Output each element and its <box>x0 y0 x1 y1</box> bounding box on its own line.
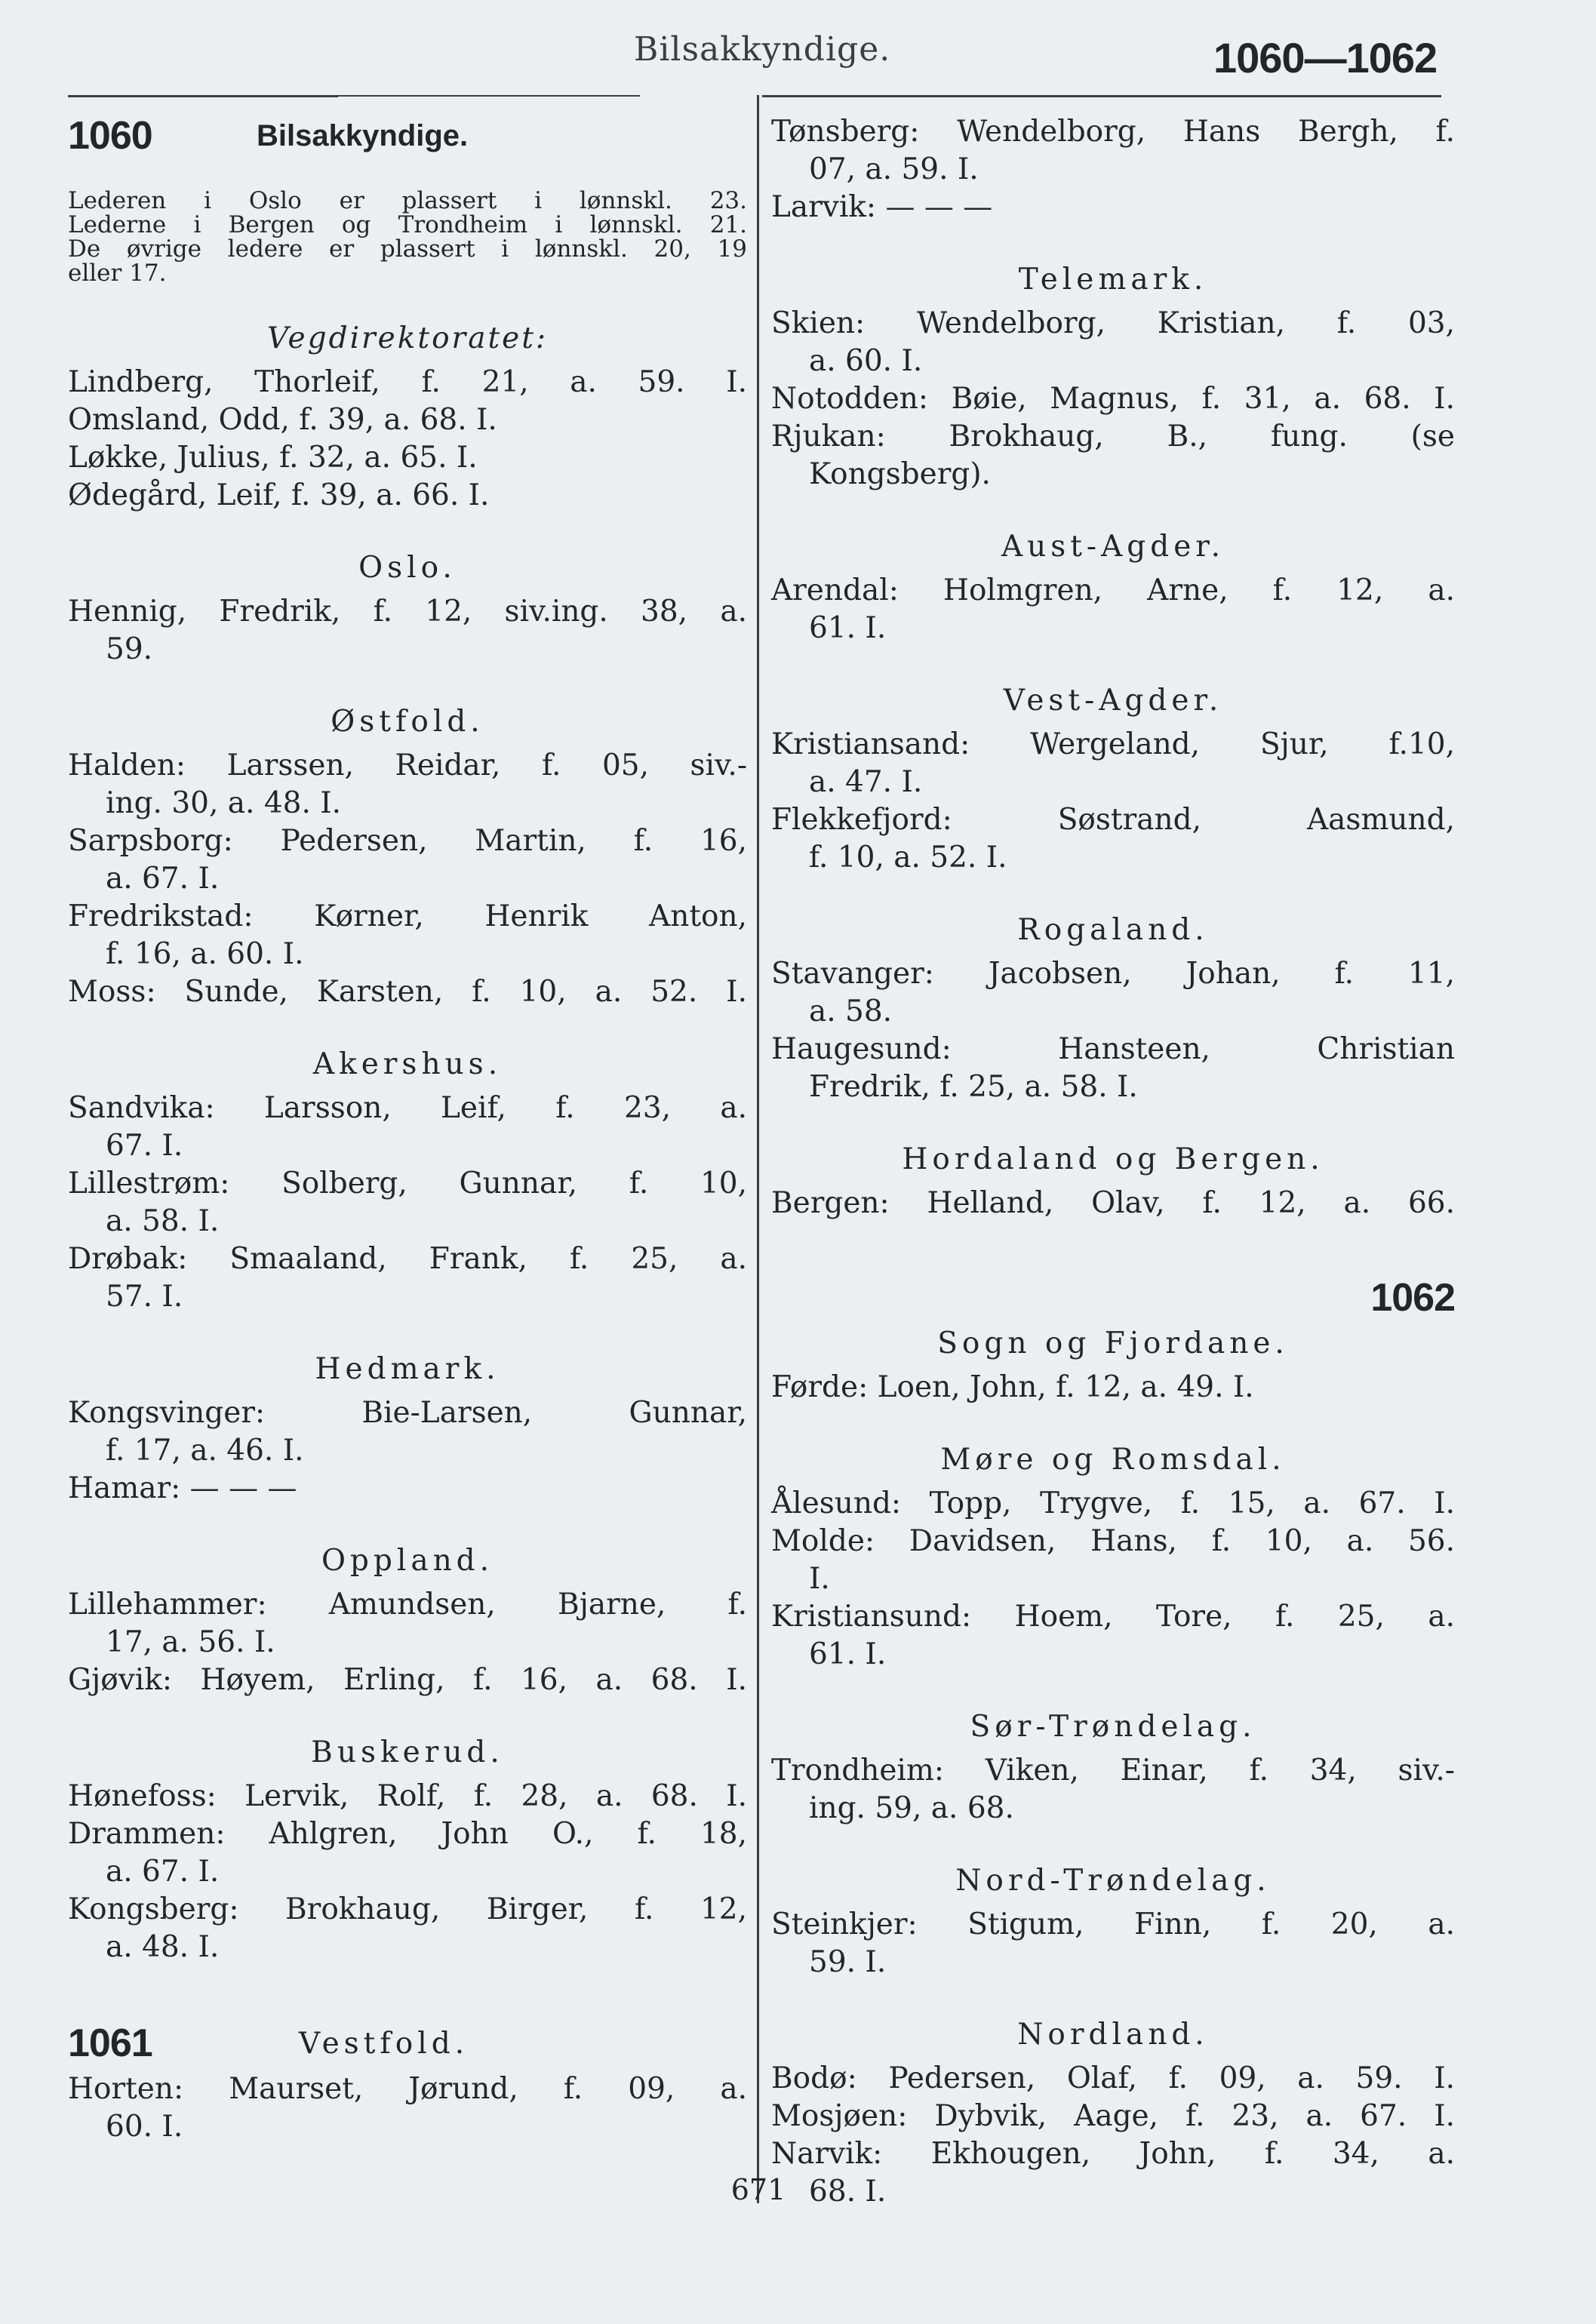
section-number-1061: 1061 <box>68 2021 152 2065</box>
heading-akershus: Akershus. <box>312 1047 503 1081</box>
entry-line: Sarpsborg: Pedersen, Martin, f. 16, <box>68 824 747 858</box>
section-1061-header <box>68 2021 747 2070</box>
heading-telemark: Telemark. <box>1018 263 1208 297</box>
entry-line: Tønsberg: Wendelborg, Hans Bergh, f. <box>771 115 1455 149</box>
entry-line: Kongsberg: Brokhaug, Birger, f. 12, <box>68 1892 747 1926</box>
entry-line: Mosjøen: Dybvik, Aage, f. 23, a. 67. I. <box>771 2099 1455 2133</box>
heading-more-og-romsdal: Møre og Romsdal. <box>940 1443 1286 1477</box>
heading-sogn-og-fjordane: Sogn og Fjordane. <box>937 1326 1289 1360</box>
entry-line: ing. 59, a. 68. <box>809 1791 1014 1825</box>
heading-aust-agder: Aust-Agder. <box>1001 530 1225 564</box>
entry-line: a. 58. <box>809 994 893 1028</box>
entry-line: Kristiansund: Hoem, Tore, f. 25, a. <box>771 1600 1455 1634</box>
entry-line: I. <box>809 1562 830 1596</box>
entry-line: Fredrikstad: Kørner, Henrik Anton, <box>68 899 747 933</box>
entry-line: Omsland, Odd, f. 39, a. 68. I. <box>68 403 497 437</box>
entry-line: Hønefoss: Lervik, Rolf, f. 28, a. 68. I. <box>68 1779 747 1813</box>
entry-line: Hennig, Fredrik, f. 12, siv.ing. 38, a. <box>68 595 747 629</box>
entry-line: f. 17, a. 46. I. <box>106 1434 304 1468</box>
entry-line: Sandvika: Larsson, Leif, f. 23, a. <box>68 1091 747 1125</box>
running-title: Bilsakkyndige. <box>634 30 891 69</box>
entry-line: Drøbak: Smaaland, Frank, f. 25, a. <box>68 1242 747 1276</box>
entry-line: Moss: Sunde, Karsten, f. 10, a. 52. I. <box>68 975 747 1009</box>
section-number-1060: 1060 <box>68 114 152 158</box>
entry-line: Lindberg, Thorleif, f. 21, a. 59. I. <box>68 365 747 399</box>
heading-vestfold: Vestfold. <box>299 2027 469 2061</box>
entry-line: Ålesund: Topp, Trygve, f. 15, a. 67. I. <box>771 1486 1455 1520</box>
intro-block <box>68 189 747 285</box>
section-1060-header <box>68 113 747 172</box>
entry-line: 60. I. <box>106 2110 183 2144</box>
right-column <box>771 113 1455 2211</box>
page-range: 1060—1062 <box>1213 34 1438 81</box>
column-divider <box>757 95 759 2203</box>
entry-line: 57. I. <box>106 1280 183 1314</box>
entry-line: a. 67. I. <box>106 1855 220 1889</box>
entry-line: Narvik: Ekhougen, John, f. 34, a. <box>771 2137 1455 2171</box>
entry-line: Drammen: Ahlgren, John O., f. 18, <box>68 1817 747 1851</box>
entry-line: a. 47. I. <box>809 765 923 799</box>
intro-line: De øvrige ledere er plassert i lønnskl. 20, 19 <box>68 235 747 263</box>
entry-line: Haugesund: Hansteen, Christian <box>771 1032 1455 1066</box>
entry-line: Skien: Wendelborg, Kristian, f. 03, <box>771 306 1455 340</box>
heading-nordland: Nordland. <box>1017 2018 1209 2052</box>
entry-line: Lillehammer: Amundsen, Bjarne, f. <box>68 1588 747 1622</box>
heading-hordaland: Hordaland og Bergen. <box>902 1142 1324 1176</box>
entry-line: 17, a. 56. I. <box>106 1625 275 1659</box>
entry-line: Fredrik, f. 25, a. 58. I. <box>809 1070 1138 1104</box>
page-number: 671 <box>730 2173 786 2206</box>
entry-line: 07, a. 59. I. <box>809 152 979 186</box>
entry-line: 61. I. <box>809 1637 887 1671</box>
entry-line: Ødegård, Leif, f. 39, a. 66. I. <box>68 478 490 512</box>
entry-line: Kongsberg). <box>809 457 991 491</box>
heading-oppland: Oppland. <box>321 1544 494 1578</box>
entry-line: Rjukan: Brokhaug, B., fung. (se <box>771 420 1455 453</box>
heading-rogaland: Rogaland. <box>1017 913 1209 947</box>
section-title: Bilsakkyndige. <box>257 119 469 152</box>
entry-line: Bergen: Helland, Olav, f. 12, a. 66. <box>771 1186 1455 1220</box>
left-column <box>68 113 747 2146</box>
entry-line: Larvik: — — — <box>771 190 993 224</box>
entry-line: Løkke, Julius, f. 32, a. 65. I. <box>68 441 478 475</box>
entry-line: Kongsvinger: Bie-Larsen, Gunnar, <box>68 1396 747 1430</box>
entry-line: ing. 30, a. 48. I. <box>106 786 342 820</box>
entry-line: Halden: Larssen, Reidar, f. 05, siv.- <box>68 749 747 782</box>
entry-line: a. 48. I. <box>106 1930 220 1964</box>
entry-line: Flekkefjord: Søstrand, Aasmund, <box>771 803 1455 837</box>
heading-vest-agder: Vest-Agder. <box>1003 684 1223 718</box>
entry-line: Molde: Davidsen, Hans, f. 10, a. 56. <box>771 1524 1455 1558</box>
entry-line: a. 67. I. <box>106 862 220 896</box>
entry-line: 68. I. <box>809 2175 887 2209</box>
entry-line: Notodden: Bøie, Magnus, f. 31, a. 68. I. <box>771 382 1455 416</box>
entry-line: Stavanger: Jacobsen, Johan, f. 11, <box>771 957 1455 991</box>
entry-line: Hamar: — — — <box>68 1471 297 1505</box>
heading-sor-trondelag: Sør-Trøndelag. <box>970 1710 1256 1744</box>
entry-line: Bodø: Pedersen, Olaf, f. 09, a. 59. I. <box>771 2061 1455 2095</box>
heading-buskerud: Buskerud. <box>311 1735 504 1769</box>
heading-nord-trondelag: Nord-Trøndelag. <box>955 1864 1271 1898</box>
header-rule-right <box>762 95 1441 97</box>
entry-line: Gjøvik: Høyem, Erling, f. 16, a. 68. I. <box>68 1663 747 1697</box>
entry-line: Arendal: Holmgren, Arne, f. 12, a. <box>771 573 1455 607</box>
entry-line: Steinkjer: Stigum, Finn, f. 20, a. <box>771 1907 1455 1941</box>
entry-line: Horten: Maurset, Jørund, f. 09, a. <box>68 2072 747 2106</box>
header-rule-mid <box>338 95 640 97</box>
entry-line: Førde: Loen, John, f. 12, a. 49. I. <box>771 1370 1254 1404</box>
entry-line: a. 58. I. <box>106 1204 220 1238</box>
entry-line: a. 60. I. <box>809 344 923 378</box>
entry-line: f. 10, a. 52. I. <box>809 841 1007 875</box>
entry-line: Kristiansand: Wergeland, Sjur, f.10, <box>771 727 1455 761</box>
entry-line: 61. I. <box>809 611 887 645</box>
heading-hedmark: Hedmark. <box>315 1352 500 1386</box>
intro-line: eller 17. <box>68 260 167 287</box>
heading-ostfold: Østfold. <box>331 705 484 739</box>
entry-line: Lillestrøm: Solberg, Gunnar, f. 10, <box>68 1167 747 1200</box>
intro-line: Lederne i Bergen og Trondheim i lønnskl. 21. <box>68 211 747 238</box>
intro-line: Lederen i Oslo er plassert i lønnskl. 23. <box>68 187 747 214</box>
heading-oslo: Oslo. <box>358 551 457 585</box>
entry-line: 59. <box>106 632 153 666</box>
entry-line: f. 16, a. 60. I. <box>106 937 304 971</box>
entry-line: 67. I. <box>106 1129 183 1163</box>
section-number-1062: 1062 <box>1370 1276 1455 1320</box>
header-rule-left <box>68 95 338 97</box>
entry-line: 59. I. <box>809 1945 887 1979</box>
entry-line: Trondheim: Viken, Einar, f. 34, siv.- <box>771 1754 1455 1788</box>
heading-vegdirektoratet: Vegdirektoratet: <box>266 321 549 355</box>
